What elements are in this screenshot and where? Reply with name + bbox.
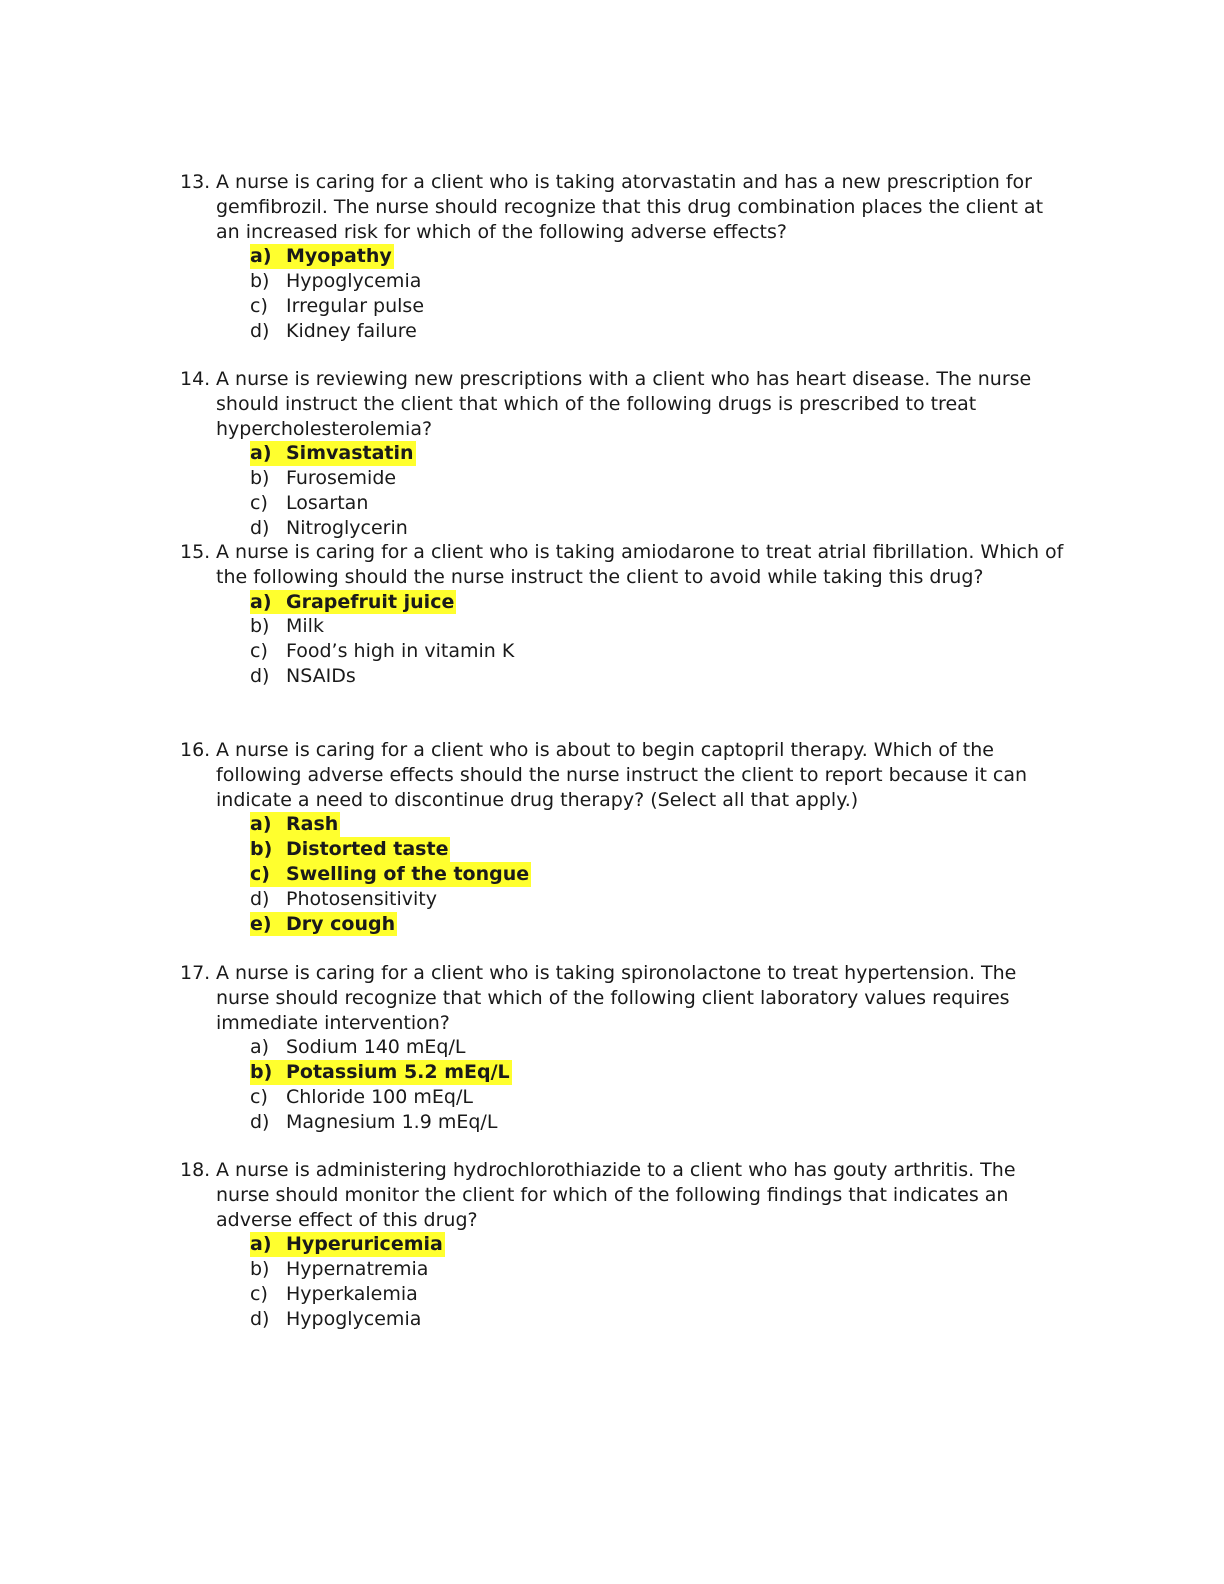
option-letter: c) — [250, 640, 268, 663]
option-letter: a) — [250, 590, 272, 613]
answer-option — [250, 319, 1070, 344]
answer-options — [250, 1035, 1070, 1134]
question-text: A nurse is administering hydrochlorothiazide to a client who has gouty arthritis. The nurse should monitor the client for which of the following findings that indicates an adverse effect of this drug? — [216, 1159, 1016, 1231]
option-text: Rash — [286, 813, 339, 836]
answer-option-correct — [250, 1232, 1070, 1257]
option-letter: a) — [250, 442, 272, 465]
option-text: Grapefruit juice — [286, 590, 455, 613]
option-letter: c) — [250, 862, 270, 885]
option-text: Sodium 140 mEq/L — [286, 1036, 466, 1059]
question-text: A nurse is reviewing new prescriptions with a client who has heart disease. The nurse should instruct the client that which of the following drugs is prescribed to treat hypercholesterolemia? — [216, 368, 1032, 440]
option-letter: c) — [250, 1282, 268, 1305]
option-letter: d) — [250, 319, 270, 342]
question-number: 17. — [180, 962, 211, 984]
answer-option — [250, 614, 1070, 639]
answer-option — [250, 664, 1070, 689]
option-letter: e) — [250, 912, 272, 935]
option-text: Magnesium 1.9 mEq/L — [286, 1110, 498, 1133]
option-letter: b) — [250, 467, 270, 490]
answer-option-correct — [250, 837, 1070, 862]
question-18 — [180, 1158, 1070, 1332]
answer-option — [250, 466, 1070, 491]
answer-options — [250, 244, 1070, 343]
answer-option-correct — [250, 912, 1070, 937]
option-text: Hypoglycemia — [286, 270, 422, 293]
question-text: A nurse is caring for a client who is about to begin captopril therapy. Which of the following adverse effects should the nurse instruct the client to report because it can indicate a need to discontinue drug therapy? (Select all that apply.) — [216, 739, 1028, 811]
question-text: A nurse is caring for a client who is taking spironolactone to treat hypertension. The nurse should recognize that which of the following client laboratory values requires immediate intervention? — [216, 962, 1017, 1034]
answer-option — [250, 887, 1070, 912]
option-text: Chloride 100 mEq/L — [286, 1085, 473, 1108]
answer-option-correct — [250, 812, 1070, 837]
option-text: Dry cough — [286, 912, 396, 935]
option-letter: d) — [250, 1307, 270, 1330]
question-15 — [180, 540, 1070, 689]
answer-option-correct — [250, 862, 1070, 887]
option-text: Simvastatin — [286, 442, 414, 465]
question-17 — [180, 961, 1070, 1135]
option-letter: c) — [250, 491, 268, 514]
option-text: Photosensitivity — [286, 887, 437, 910]
answer-options — [250, 590, 1070, 689]
answer-option — [250, 516, 1070, 541]
option-letter: a) — [250, 1036, 270, 1059]
option-letter: b) — [250, 838, 273, 861]
question-number: 13. — [180, 171, 211, 193]
option-letter: b) — [250, 270, 270, 293]
option-letter: b) — [250, 1258, 270, 1281]
option-text: Myopathy — [286, 245, 392, 268]
option-letter: d) — [250, 1110, 270, 1133]
question-number: 15. — [180, 541, 211, 563]
answer-option — [250, 1035, 1070, 1060]
answer-options — [250, 441, 1070, 540]
option-text: Swelling of the tongue — [286, 862, 530, 885]
answer-option-correct — [250, 590, 1070, 615]
option-letter: a) — [250, 813, 272, 836]
option-letter: a) — [250, 245, 272, 268]
option-text: Hyperkalemia — [286, 1282, 418, 1305]
option-text: Food’s high in vitamin K — [286, 640, 515, 663]
option-letter: d) — [250, 887, 270, 910]
question-number: 14. — [180, 368, 211, 390]
question-16 — [180, 738, 1070, 936]
option-text: Potassium 5.2 mEq/L — [286, 1061, 510, 1084]
answer-option-correct — [250, 1060, 1070, 1085]
answer-option — [250, 1307, 1070, 1332]
answer-option — [250, 491, 1070, 516]
option-letter: c) — [250, 294, 268, 317]
option-text: Milk — [286, 615, 324, 638]
option-letter: d) — [250, 516, 270, 539]
option-text: Furosemide — [286, 467, 397, 490]
option-text: Hypernatremia — [286, 1258, 429, 1281]
option-text: Kidney failure — [286, 319, 417, 342]
option-text: NSAIDs — [286, 664, 356, 687]
answer-options — [250, 812, 1070, 936]
answer-option-correct — [250, 441, 1070, 466]
answer-option — [250, 639, 1070, 664]
answer-option — [250, 269, 1070, 294]
option-letter: a) — [250, 1233, 272, 1256]
answer-option — [250, 1282, 1070, 1307]
option-text: Irregular pulse — [286, 294, 425, 317]
answer-option — [250, 1257, 1070, 1282]
question-13 — [180, 170, 1070, 344]
option-text: Nitroglycerin — [286, 516, 408, 539]
question-text: A nurse is caring for a client who is taking amiodarone to treat atrial fibrillation. Which of the following should the nurse instruct the client to avoid while taking this drug? — [216, 541, 1064, 588]
option-text: Hyperuricemia — [286, 1233, 443, 1256]
option-text: Hypoglycemia — [286, 1307, 422, 1330]
option-letter: c) — [250, 1085, 268, 1108]
option-text: Losartan — [286, 491, 369, 514]
question-14 — [180, 367, 1070, 541]
question-number: 18. — [180, 1159, 211, 1181]
question-number: 16. — [180, 739, 211, 761]
question-text: A nurse is caring for a client who is taking atorvastatin and has a new prescription for gemfibrozil. The nurse should recognize that this drug combination places the client at an increased risk for which of the following adverse effects? — [216, 171, 1044, 243]
option-letter: b) — [250, 615, 270, 638]
answer-options — [250, 1232, 1070, 1331]
answer-option-correct — [250, 244, 1070, 269]
option-letter: d) — [250, 664, 270, 687]
answer-option — [250, 1085, 1070, 1110]
option-letter: b) — [250, 1061, 273, 1084]
answer-option — [250, 294, 1070, 319]
answer-option — [250, 1110, 1070, 1135]
option-text: Distorted taste — [286, 838, 449, 861]
